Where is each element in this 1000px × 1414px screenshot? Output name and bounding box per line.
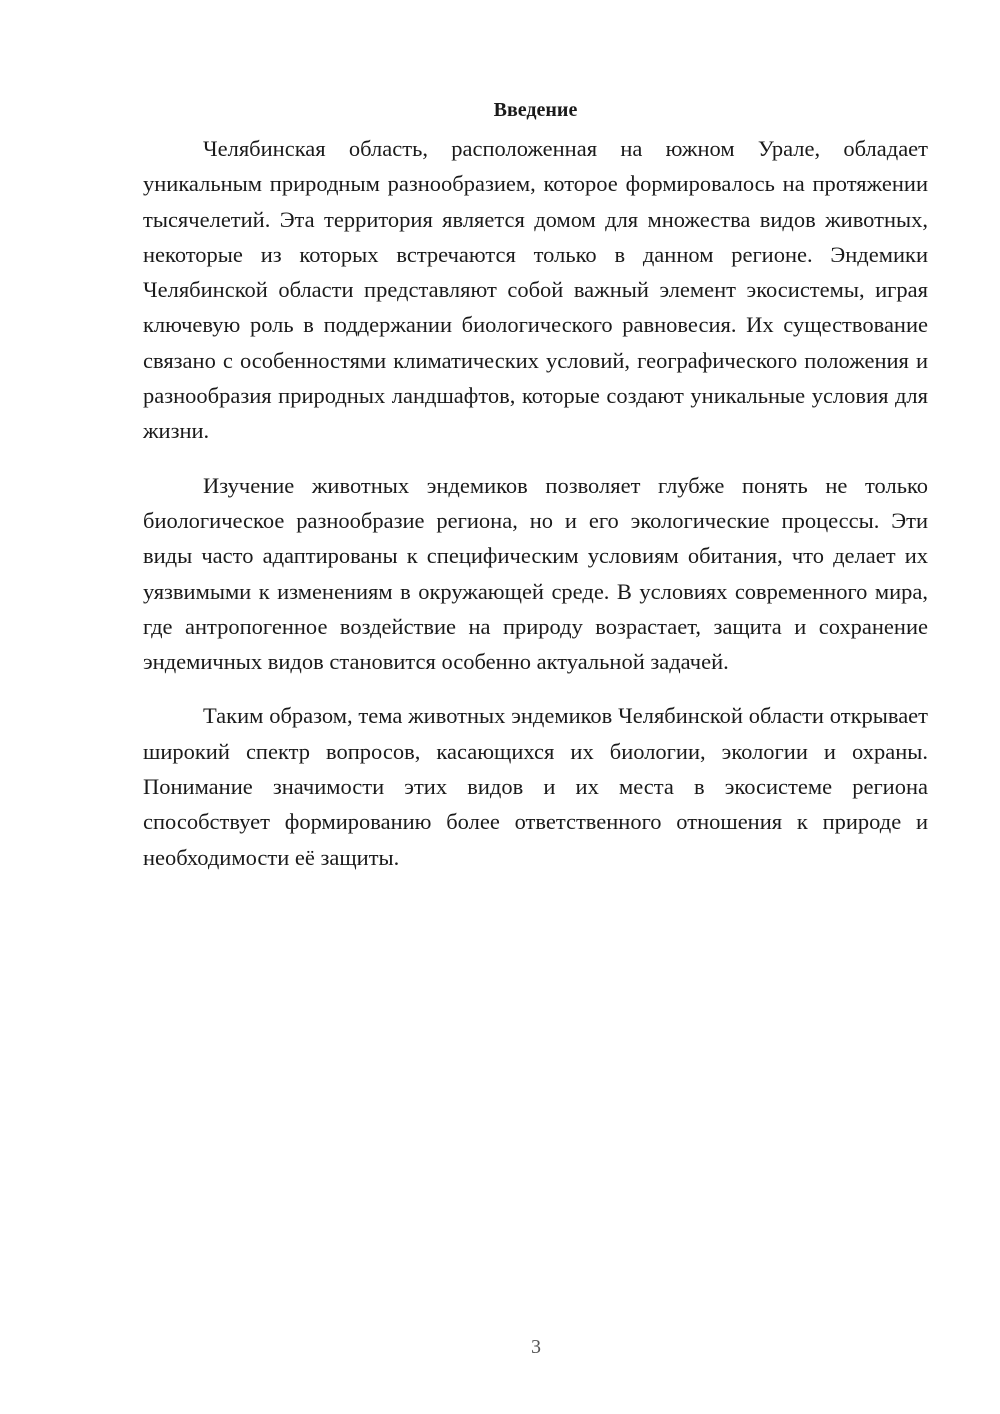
page-number: 3 — [531, 1336, 541, 1358]
paragraph-conclusion: Таким образом, тема животных эндемиков Челябинской области открывает широкий спектр вопросов, касающихся их биологии, экологии и охраны. Понимание значимости этих видов и их места в экосистеме региона способствует формированию более ответственного отношения к природе и необходимости её защиты. — [143, 703, 928, 870]
page-content — [143, 95, 928, 894]
section-heading: Введение — [493, 99, 578, 121]
paragraph-intro: Челябинская область, расположенная на южном Урале, обладает уникальным природным разнообразием, которое формировалось на протяжении тысячелетий. Эта территория является домом для множества видов животных, некоторые из которых встречаются только в данном регионе. Эндемики Челябинской области представляют собой важный элемент экосистемы, играя ключевую роль в поддержании биологического равновесия. Их существование связано с особенностями климатических условий, географического положения и разнообразия природных ландшафтов, которые создают уникальные условия для жизни. — [143, 136, 928, 444]
paragraph-study: Изучение животных эндемиков позволяет глубже понять не только биологическое разнообразие региона, но и его экологические процессы. Эти виды часто адаптированы к специфическим условиям обитания, что делает их уязвимыми к изменениям в окружающей среде. В условиях современного мира, где антропогенное воздействие на природу возрастает, защита и сохранение эндемичных видов становится особенно актуальной задачей. — [143, 472, 928, 675]
